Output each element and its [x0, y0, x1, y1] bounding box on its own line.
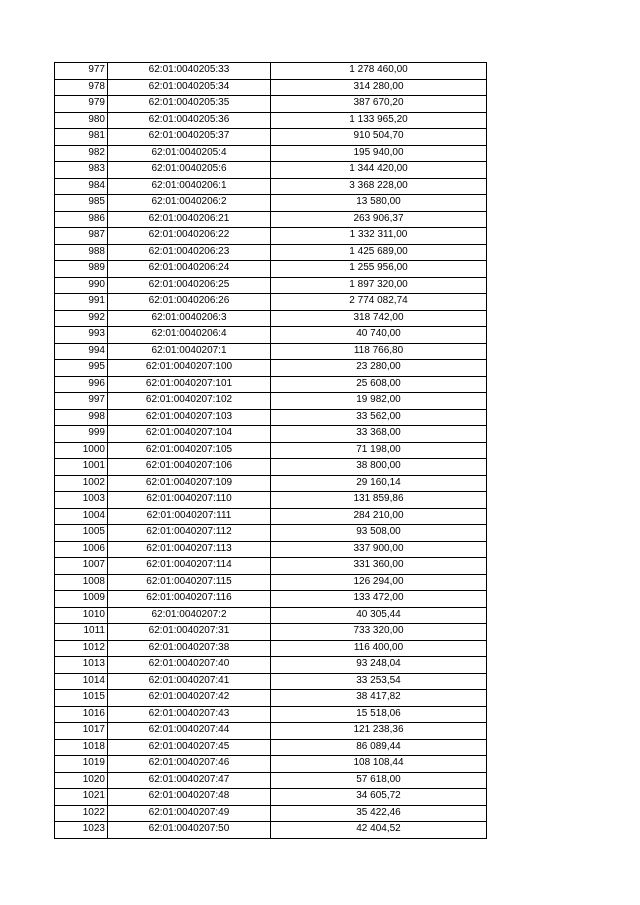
row-number-cell: 1001 — [55, 459, 108, 476]
table-row — [55, 96, 487, 113]
cadastral-number-cell: 62:01:0040206:24 — [108, 261, 271, 278]
cadastral-number-cell: 62:01:0040207:50 — [108, 822, 271, 839]
cadastral-value-cell: 121 238,36 — [271, 723, 487, 740]
table-row — [55, 657, 487, 674]
cadastral-value-cell: 93 508,00 — [271, 525, 487, 542]
cadastral-value-cell: 263 906,37 — [271, 211, 487, 228]
table-row — [55, 393, 487, 410]
cadastral-number-cell: 62:01:0040205:36 — [108, 112, 271, 129]
table-row — [55, 228, 487, 245]
cadastral-value-cell: 1 133 965,20 — [271, 112, 487, 129]
row-number-cell: 1004 — [55, 508, 108, 525]
cadastral-value-cell: 108 108,44 — [271, 756, 487, 773]
cadastral-number-cell: 62:01:0040205:4 — [108, 145, 271, 162]
row-number-cell: 980 — [55, 112, 108, 129]
cadastral-number-cell: 62:01:0040207:48 — [108, 789, 271, 806]
cadastral-value-cell: 116 400,00 — [271, 640, 487, 657]
table-row — [55, 591, 487, 608]
table-row — [55, 739, 487, 756]
table-row — [55, 706, 487, 723]
row-number-cell: 1013 — [55, 657, 108, 674]
table-row — [55, 442, 487, 459]
row-number-cell: 1015 — [55, 690, 108, 707]
table-row — [55, 112, 487, 129]
cadastral-value-cell: 40 305,44 — [271, 607, 487, 624]
row-number-cell: 977 — [55, 63, 108, 80]
cadastral-value-cell: 29 160,14 — [271, 475, 487, 492]
cadastral-number-cell: 62:01:0040207:104 — [108, 426, 271, 443]
cadastral-value-cell: 25 608,00 — [271, 376, 487, 393]
row-number-cell: 1011 — [55, 624, 108, 641]
row-number-cell: 1009 — [55, 591, 108, 608]
table-row — [55, 327, 487, 344]
cadastral-number-cell: 62:01:0040206:23 — [108, 244, 271, 261]
row-number-cell: 997 — [55, 393, 108, 410]
table-row — [55, 723, 487, 740]
row-number-cell: 1023 — [55, 822, 108, 839]
cadastral-number-cell: 62:01:0040207:113 — [108, 541, 271, 558]
cadastral-value-cell: 733 320,00 — [271, 624, 487, 641]
cadastral-value-cell: 1 255 956,00 — [271, 261, 487, 278]
cadastral-number-cell: 62:01:0040207:112 — [108, 525, 271, 542]
cadastral-value-cell: 35 422,46 — [271, 805, 487, 822]
cadastral-number-cell: 62:01:0040207:114 — [108, 558, 271, 575]
table-row — [55, 376, 487, 393]
row-number-cell: 1002 — [55, 475, 108, 492]
table-row — [55, 277, 487, 294]
row-number-cell: 1003 — [55, 492, 108, 509]
cadastral-value-cell: 13 580,00 — [271, 195, 487, 212]
cadastral-value-cell: 93 248,04 — [271, 657, 487, 674]
cadastral-number-cell: 62:01:0040207:40 — [108, 657, 271, 674]
row-number-cell: 1021 — [55, 789, 108, 806]
cadastral-value-cell: 1 332 311,00 — [271, 228, 487, 245]
table-row — [55, 574, 487, 591]
cadastral-number-cell: 62:01:0040207:106 — [108, 459, 271, 476]
cadastral-number-cell: 62:01:0040207:105 — [108, 442, 271, 459]
row-number-cell: 999 — [55, 426, 108, 443]
cadastral-value-cell: 33 562,00 — [271, 409, 487, 426]
cadastral-value-cell: 387 670,20 — [271, 96, 487, 113]
cadastral-value-cell: 1 278 460,00 — [271, 63, 487, 80]
table-row — [55, 624, 487, 641]
cadastral-number-cell: 62:01:0040207:109 — [108, 475, 271, 492]
cadastral-value-cell: 318 742,00 — [271, 310, 487, 327]
cadastral-value-cell: 33 368,00 — [271, 426, 487, 443]
row-number-cell: 1014 — [55, 673, 108, 690]
table-row — [55, 426, 487, 443]
cadastral-value-cell: 1 425 689,00 — [271, 244, 487, 261]
cadastral-number-cell: 62:01:0040205:37 — [108, 129, 271, 146]
cadastral-value-cell: 314 280,00 — [271, 79, 487, 96]
table-row — [55, 459, 487, 476]
cadastral-number-cell: 62:01:0040206:21 — [108, 211, 271, 228]
row-number-cell: 994 — [55, 343, 108, 360]
table-row — [55, 409, 487, 426]
cadastral-number-cell: 62:01:0040207:31 — [108, 624, 271, 641]
cadastral-number-cell: 62:01:0040207:101 — [108, 376, 271, 393]
cadastral-number-cell: 62:01:0040207:115 — [108, 574, 271, 591]
table-row — [55, 772, 487, 789]
table-row — [55, 261, 487, 278]
cadastral-number-cell: 62:01:0040207:103 — [108, 409, 271, 426]
row-number-cell: 993 — [55, 327, 108, 344]
table-row — [55, 822, 487, 839]
table-row — [55, 673, 487, 690]
cadastral-number-cell: 62:01:0040206:2 — [108, 195, 271, 212]
cadastral-number-cell: 62:01:0040207:43 — [108, 706, 271, 723]
table-body — [55, 63, 487, 839]
cadastral-value-cell: 133 472,00 — [271, 591, 487, 608]
row-number-cell: 1005 — [55, 525, 108, 542]
table-row — [55, 195, 487, 212]
cadastral-number-cell: 62:01:0040206:3 — [108, 310, 271, 327]
table-row — [55, 508, 487, 525]
cadastral-value-cell: 33 253,54 — [271, 673, 487, 690]
row-number-cell: 1022 — [55, 805, 108, 822]
row-number-cell: 995 — [55, 360, 108, 377]
row-number-cell: 1016 — [55, 706, 108, 723]
cadastral-number-cell: 62:01:0040207:102 — [108, 393, 271, 410]
row-number-cell: 981 — [55, 129, 108, 146]
row-number-cell: 978 — [55, 79, 108, 96]
cadastral-number-cell: 62:01:0040206:1 — [108, 178, 271, 195]
cadastral-value-cell: 2 774 082,74 — [271, 294, 487, 311]
cadastral-value-cell: 57 618,00 — [271, 772, 487, 789]
row-number-cell: 1018 — [55, 739, 108, 756]
cadastral-value-cell: 15 518,06 — [271, 706, 487, 723]
row-number-cell: 998 — [55, 409, 108, 426]
cadastral-number-cell: 62:01:0040207:47 — [108, 772, 271, 789]
row-number-cell: 1008 — [55, 574, 108, 591]
cadastral-number-cell: 62:01:0040206:4 — [108, 327, 271, 344]
table-row — [55, 79, 487, 96]
table-row — [55, 63, 487, 80]
cadastral-number-cell: 62:01:0040207:1 — [108, 343, 271, 360]
cadastral-number-cell: 62:01:0040207:116 — [108, 591, 271, 608]
row-number-cell: 984 — [55, 178, 108, 195]
cadastral-value-cell: 331 360,00 — [271, 558, 487, 575]
row-number-cell: 1019 — [55, 756, 108, 773]
cadastral-number-cell: 62:01:0040207:38 — [108, 640, 271, 657]
table-row — [55, 211, 487, 228]
row-number-cell: 986 — [55, 211, 108, 228]
row-number-cell: 983 — [55, 162, 108, 179]
table-row — [55, 607, 487, 624]
cadastral-value-cell: 195 940,00 — [271, 145, 487, 162]
table-row — [55, 541, 487, 558]
row-number-cell: 982 — [55, 145, 108, 162]
table-row — [55, 244, 487, 261]
cadastral-value-cell: 131 859,86 — [271, 492, 487, 509]
row-number-cell: 985 — [55, 195, 108, 212]
table-row — [55, 789, 487, 806]
table-row — [55, 475, 487, 492]
table-row — [55, 360, 487, 377]
row-number-cell: 996 — [55, 376, 108, 393]
table-row — [55, 162, 487, 179]
cadastral-number-cell: 62:01:0040205:34 — [108, 79, 271, 96]
table-row — [55, 178, 487, 195]
row-number-cell: 989 — [55, 261, 108, 278]
cadastral-value-cell: 3 368 228,00 — [271, 178, 487, 195]
cadastral-value-cell: 284 210,00 — [271, 508, 487, 525]
cadastral-number-cell: 62:01:0040207:100 — [108, 360, 271, 377]
cadastral-number-cell: 62:01:0040207:110 — [108, 492, 271, 509]
cadastral-number-cell: 62:01:0040206:22 — [108, 228, 271, 245]
row-number-cell: 1000 — [55, 442, 108, 459]
cadastral-value-cell: 126 294,00 — [271, 574, 487, 591]
row-number-cell: 1007 — [55, 558, 108, 575]
cadastral-number-cell: 62:01:0040207:44 — [108, 723, 271, 740]
cadastral-value-cell: 38 417,82 — [271, 690, 487, 707]
cadastral-value-cell: 19 982,00 — [271, 393, 487, 410]
cadastral-value-cell: 118 766,80 — [271, 343, 487, 360]
table-row — [55, 805, 487, 822]
row-number-cell: 988 — [55, 244, 108, 261]
cadastral-number-cell: 62:01:0040207:41 — [108, 673, 271, 690]
table-row — [55, 294, 487, 311]
table-row — [55, 756, 487, 773]
cadastral-value-cell: 86 089,44 — [271, 739, 487, 756]
table-row — [55, 343, 487, 360]
table-row — [55, 492, 487, 509]
cadastral-number-cell: 62:01:0040206:25 — [108, 277, 271, 294]
row-number-cell: 979 — [55, 96, 108, 113]
row-number-cell: 990 — [55, 277, 108, 294]
cadastral-value-cell: 1 897 320,00 — [271, 277, 487, 294]
cadastral-number-cell: 62:01:0040205:6 — [108, 162, 271, 179]
row-number-cell: 1010 — [55, 607, 108, 624]
cadastral-value-cell: 1 344 420,00 — [271, 162, 487, 179]
table-row — [55, 129, 487, 146]
row-number-cell: 1017 — [55, 723, 108, 740]
table-row — [55, 558, 487, 575]
table-row — [55, 310, 487, 327]
table-row — [55, 145, 487, 162]
cadastral-number-cell: 62:01:0040207:49 — [108, 805, 271, 822]
row-number-cell: 1012 — [55, 640, 108, 657]
cadastral-value-cell: 71 198,00 — [271, 442, 487, 459]
cadastral-value-cell: 38 800,00 — [271, 459, 487, 476]
cadastral-value-table — [54, 62, 487, 839]
cadastral-number-cell: 62:01:0040205:35 — [108, 96, 271, 113]
table-row — [55, 690, 487, 707]
cadastral-number-cell: 62:01:0040207:111 — [108, 508, 271, 525]
row-number-cell: 1020 — [55, 772, 108, 789]
row-number-cell: 991 — [55, 294, 108, 311]
cadastral-number-cell: 62:01:0040207:46 — [108, 756, 271, 773]
row-number-cell: 992 — [55, 310, 108, 327]
cadastral-number-cell: 62:01:0040206:26 — [108, 294, 271, 311]
cadastral-value-cell: 40 740,00 — [271, 327, 487, 344]
cadastral-value-cell: 910 504,70 — [271, 129, 487, 146]
table-row — [55, 525, 487, 542]
cadastral-number-cell: 62:01:0040207:2 — [108, 607, 271, 624]
cadastral-value-cell: 42 404,52 — [271, 822, 487, 839]
cadastral-number-cell: 62:01:0040207:45 — [108, 739, 271, 756]
row-number-cell: 987 — [55, 228, 108, 245]
table-row — [55, 640, 487, 657]
row-number-cell: 1006 — [55, 541, 108, 558]
cadastral-number-cell: 62:01:0040205:33 — [108, 63, 271, 80]
cadastral-value-cell: 337 900,00 — [271, 541, 487, 558]
cadastral-value-cell: 34 605,72 — [271, 789, 487, 806]
cadastral-number-cell: 62:01:0040207:42 — [108, 690, 271, 707]
cadastral-value-cell: 23 280,00 — [271, 360, 487, 377]
